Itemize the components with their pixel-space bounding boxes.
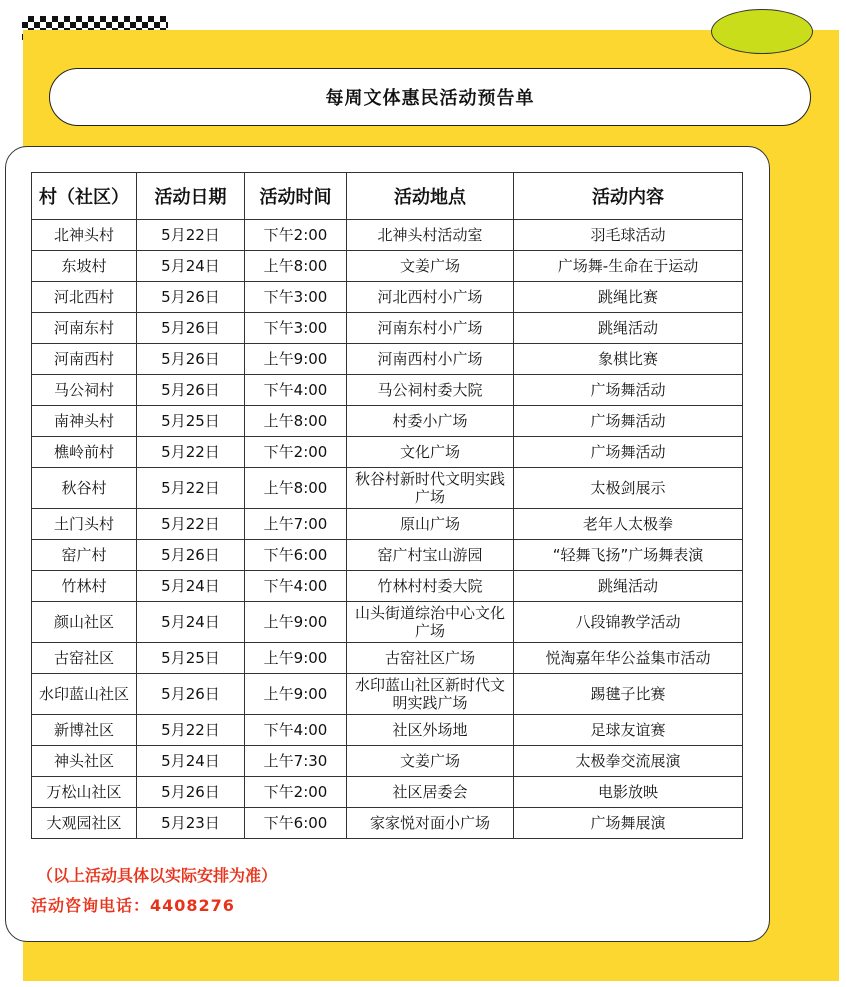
cell-location: 家家悦对面小广场 [347, 808, 514, 839]
header-village: 村（社区） [32, 173, 137, 220]
cell-date: 5月22日 [137, 220, 245, 251]
table-row [32, 571, 743, 602]
cell-time: 下午4:00 [245, 375, 347, 406]
cell-location: 社区居委会 [347, 777, 514, 808]
cell-location: 水印蓝山社区新时代文明实践广场 [347, 674, 514, 715]
cell-village: 神头社区 [32, 746, 137, 777]
header-location: 活动地点 [347, 173, 514, 220]
header-time: 活动时间 [245, 173, 347, 220]
cell-village: 河南东村 [32, 313, 137, 344]
cell-village: 北神头村 [32, 220, 137, 251]
cell-time: 上午8:00 [245, 406, 347, 437]
cell-time: 下午2:00 [245, 437, 347, 468]
cell-content: 广场舞活动 [514, 406, 743, 437]
schedule-table [31, 172, 743, 839]
table-row [32, 602, 743, 643]
table-row [32, 540, 743, 571]
cell-content: 足球友谊赛 [514, 715, 743, 746]
cell-time: 下午4:00 [245, 571, 347, 602]
cell-village: 马公祠村 [32, 375, 137, 406]
table-header-row [32, 173, 743, 220]
cell-time: 上午8:00 [245, 468, 347, 509]
table-row [32, 468, 743, 509]
cell-time: 上午9:00 [245, 602, 347, 643]
cell-date: 5月24日 [137, 251, 245, 282]
cell-content: 老年人太极拳 [514, 509, 743, 540]
cell-date: 5月22日 [137, 437, 245, 468]
cell-content: “轻舞飞扬”广场舞表演 [514, 540, 743, 571]
cell-village: 颜山社区 [32, 602, 137, 643]
cell-content: 广场舞-生命在于运动 [514, 251, 743, 282]
cell-content: 跳绳活动 [514, 313, 743, 344]
cell-village: 万松山社区 [32, 777, 137, 808]
table-row [32, 406, 743, 437]
table-row [32, 437, 743, 468]
table-row [32, 509, 743, 540]
cell-content: 太极剑展示 [514, 468, 743, 509]
cell-village: 竹林村 [32, 571, 137, 602]
cell-location: 村委小广场 [347, 406, 514, 437]
cell-village: 樵岭前村 [32, 437, 137, 468]
cell-time: 上午9:00 [245, 344, 347, 375]
cell-date: 5月23日 [137, 808, 245, 839]
table-row [32, 282, 743, 313]
table-row [32, 344, 743, 375]
cell-location: 竹林村村委大院 [347, 571, 514, 602]
cell-village: 河北西村 [32, 282, 137, 313]
cell-time: 上午7:00 [245, 509, 347, 540]
table-row [32, 674, 743, 715]
cell-location: 秋谷村新时代文明实践广场 [347, 468, 514, 509]
table-row [32, 777, 743, 808]
cell-content: 电影放映 [514, 777, 743, 808]
cell-time: 下午6:00 [245, 540, 347, 571]
cell-village: 大观园社区 [32, 808, 137, 839]
cell-content: 八段锦教学活动 [514, 602, 743, 643]
cell-location: 马公祠村委大院 [347, 375, 514, 406]
cell-content: 跳绳比赛 [514, 282, 743, 313]
cell-time: 下午3:00 [245, 282, 347, 313]
cell-content: 广场舞活动 [514, 375, 743, 406]
cell-location: 文姜广场 [347, 746, 514, 777]
cell-date: 5月22日 [137, 715, 245, 746]
cell-location: 窑广村宝山游园 [347, 540, 514, 571]
cell-date: 5月26日 [137, 344, 245, 375]
cell-village: 东坡村 [32, 251, 137, 282]
cell-date: 5月22日 [137, 468, 245, 509]
cell-time: 上午7:30 [245, 746, 347, 777]
cell-date: 5月25日 [137, 406, 245, 437]
cell-content: 羽毛球活动 [514, 220, 743, 251]
disclaimer-note: （以上活动具体以实际安排为准） [37, 866, 278, 885]
cell-date: 5月26日 [137, 674, 245, 715]
cell-location: 河北西村小广场 [347, 282, 514, 313]
table-row [32, 643, 743, 674]
cell-location: 文化广场 [347, 437, 514, 468]
cell-location: 文姜广场 [347, 251, 514, 282]
cell-date: 5月26日 [137, 777, 245, 808]
header-date: 活动日期 [137, 173, 245, 220]
lime-oval-decoration [711, 9, 813, 54]
cell-village: 古窑社区 [32, 643, 137, 674]
cell-date: 5月24日 [137, 571, 245, 602]
cell-content: 跳绳活动 [514, 571, 743, 602]
hotline-text: 活动咨询电话：4408276 [31, 896, 235, 915]
cell-content: 广场舞展演 [514, 808, 743, 839]
cell-village: 水印蓝山社区 [32, 674, 137, 715]
table-row [32, 746, 743, 777]
cell-location: 原山广场 [347, 509, 514, 540]
table-row [32, 808, 743, 839]
table-row [32, 375, 743, 406]
table-row [32, 251, 743, 282]
table-row [32, 715, 743, 746]
cell-content: 踢毽子比赛 [514, 674, 743, 715]
cell-time: 下午2:00 [245, 220, 347, 251]
cell-content: 太极拳交流展演 [514, 746, 743, 777]
cell-date: 5月24日 [137, 746, 245, 777]
cell-content: 悦淘嘉年华公益集市活动 [514, 643, 743, 674]
cell-date: 5月26日 [137, 375, 245, 406]
cell-time: 上午9:00 [245, 674, 347, 715]
cell-village: 土门头村 [32, 509, 137, 540]
cell-time: 下午4:00 [245, 715, 347, 746]
cell-village: 南神头村 [32, 406, 137, 437]
cell-time: 上午8:00 [245, 251, 347, 282]
cell-date: 5月26日 [137, 282, 245, 313]
cell-location: 河南西村小广场 [347, 344, 514, 375]
cell-date: 5月25日 [137, 643, 245, 674]
cell-location: 北神头村活动室 [347, 220, 514, 251]
cell-date: 5月22日 [137, 509, 245, 540]
table-row [32, 313, 743, 344]
header-content: 活动内容 [514, 173, 743, 220]
cell-time: 下午2:00 [245, 777, 347, 808]
cell-content: 广场舞活动 [514, 437, 743, 468]
cell-location: 河南东村小广场 [347, 313, 514, 344]
cell-date: 5月24日 [137, 602, 245, 643]
table-row [32, 220, 743, 251]
cell-time: 下午3:00 [245, 313, 347, 344]
cell-village: 窑广村 [32, 540, 137, 571]
cell-date: 5月26日 [137, 540, 245, 571]
cell-location: 社区外场地 [347, 715, 514, 746]
cell-location: 山头街道综治中心文化广场 [347, 602, 514, 643]
cell-village: 新博社区 [32, 715, 137, 746]
cell-location: 古窑社区广场 [347, 643, 514, 674]
page-title: 每周文体惠民活动预告单 [49, 68, 811, 126]
cell-village: 秋谷村 [32, 468, 137, 509]
cell-time: 上午9:00 [245, 643, 347, 674]
cell-date: 5月26日 [137, 313, 245, 344]
cell-content: 象棋比赛 [514, 344, 743, 375]
cell-time: 下午6:00 [245, 808, 347, 839]
cell-village: 河南西村 [32, 344, 137, 375]
